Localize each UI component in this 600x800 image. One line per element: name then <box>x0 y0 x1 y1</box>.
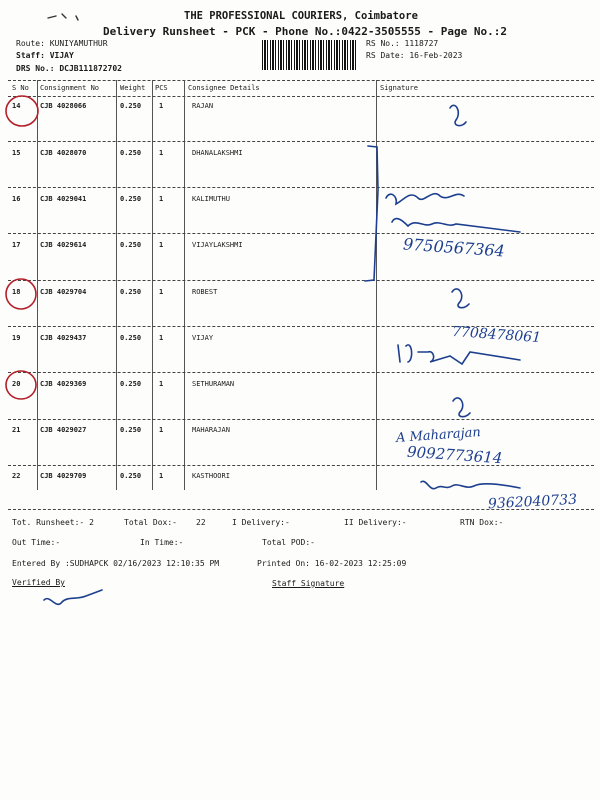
row-pcs: 1 <box>159 426 164 434</box>
handwritten-phone: 9362040733 <box>487 491 578 513</box>
i-delivery: I Delivery:- <box>232 518 290 527</box>
row-consignment: CJB 4029369 <box>40 380 87 388</box>
circle-row-20 <box>6 371 36 399</box>
rtn-dox: RTN Dox:- <box>460 518 504 527</box>
corner-marks <box>48 14 78 20</box>
row-weight: 0.250 <box>120 241 142 249</box>
row-consignee: KASTHOORI <box>192 472 230 480</box>
out-time: Out Time:- <box>12 538 61 547</box>
row-sno: 14 <box>12 102 21 110</box>
circle-row-14 <box>6 96 38 126</box>
row-sno: 20 <box>12 380 21 388</box>
col-header-weight: Weight <box>120 84 146 92</box>
signature-row-20 <box>453 398 470 417</box>
row-consignment: CJB 4028070 <box>40 149 87 157</box>
row-sno: 15 <box>12 149 21 157</box>
row-sno: 16 <box>12 195 21 203</box>
row-consignee: RAJAN <box>192 102 214 110</box>
total-dox-value: 22 <box>196 518 206 527</box>
total-pod: Total POD:- <box>262 538 315 547</box>
route-label: Route: KUNIYAMUTHUR <box>16 39 108 48</box>
row-weight: 0.250 <box>120 195 142 203</box>
row-weight: 0.250 <box>120 102 142 110</box>
blue-ink <box>44 105 520 604</box>
row-consignee: ROBEST <box>192 288 218 296</box>
col-header-signature: Signature <box>380 84 418 92</box>
signature-row-22 <box>421 481 520 488</box>
row-weight: 0.250 <box>120 288 142 296</box>
handwritten-name: A Maharajan <box>395 425 482 446</box>
in-time: In Time:- <box>140 538 184 547</box>
row-weight: 0.250 <box>120 334 142 342</box>
verified-by-signature <box>44 590 102 604</box>
row-sno: 21 <box>12 426 21 434</box>
runsheet-title: Delivery Runsheet - PCK - Phone No.:0422-3505555 - Page No.:2 <box>103 25 507 38</box>
red-circles <box>6 96 38 399</box>
col-header-sno: S No <box>12 84 29 92</box>
signature-row-19 <box>398 345 520 364</box>
signature-row-18 <box>452 289 469 308</box>
printed-on: Printed On: 16-02-2023 12:25:09 <box>257 559 407 568</box>
row-consignment: CJB 4028066 <box>40 102 87 110</box>
entered-by: Entered By :SUDHAPCK 02/16/2023 12:10:35 PM <box>12 559 220 568</box>
staff-label: Staff: VIJAY <box>16 51 74 60</box>
tot-runsheet: Tot. Runsheet:- 2 <box>12 518 94 527</box>
row-pcs: 1 <box>159 241 164 249</box>
drs-number: DRS No.: DCJB111872702 <box>16 64 122 73</box>
signature-row-16 <box>386 194 464 204</box>
row-sno: 22 <box>12 472 21 480</box>
row-weight: 0.250 <box>120 426 142 434</box>
col-header-pcs: PCS <box>155 84 168 92</box>
total-dox-label: Total Dox:- <box>124 518 177 527</box>
row-consignee: KALIMUTHU <box>192 195 230 203</box>
row-consignment: CJB 4029709 <box>40 472 87 480</box>
company-name: THE PROFESSIONAL COURIERS, Coimbatore <box>184 10 418 22</box>
row-consignee: VIJAY <box>192 334 214 342</box>
rs-number: RS No.: 1118727 <box>366 39 439 48</box>
row-consignee: DHANALAKSHMI <box>192 149 243 157</box>
row-sno: 18 <box>12 288 21 296</box>
row-pcs: 1 <box>159 472 164 480</box>
circle-row-18 <box>6 279 36 309</box>
row-pcs: 1 <box>159 334 164 342</box>
col-header-consignment: Consignment No <box>40 84 100 92</box>
handwritten-phone: 9092773614 <box>406 442 503 468</box>
row-pcs: 1 <box>159 288 164 296</box>
row-consignment: CJB 4029437 <box>40 334 87 342</box>
staff-signature-label: Staff Signature <box>272 579 345 588</box>
row-weight: 0.250 <box>120 149 142 157</box>
bracket-mark <box>365 146 378 281</box>
row-weight: 0.250 <box>120 472 142 480</box>
rs-date: RS Date: 16-Feb-2023 <box>366 51 463 60</box>
signature-row-14 <box>450 105 466 125</box>
handwritten-phone: 9750567364 <box>402 234 506 261</box>
row-pcs: 1 <box>159 149 164 157</box>
row-pcs: 1 <box>159 195 164 203</box>
row-sno: 19 <box>12 334 21 342</box>
row-consignee: VIJAYLAKSHMI <box>192 241 243 249</box>
col-header-consignee: Consignee Details <box>188 84 260 92</box>
row-consignment: CJB 4029704 <box>40 288 87 296</box>
handwritten-phone: 7708478061 <box>451 323 542 347</box>
row-consignment: CJB 4029027 <box>40 426 87 434</box>
verified-by: Verified By <box>12 578 65 587</box>
row-consignee: SETHURAMAN <box>192 380 235 388</box>
signature-row-17 <box>392 219 520 232</box>
row-consignment: CJB 4029041 <box>40 195 87 203</box>
ii-delivery: II Delivery:- <box>344 518 407 527</box>
row-pcs: 1 <box>159 102 164 110</box>
row-pcs: 1 <box>159 380 164 388</box>
row-weight: 0.250 <box>120 380 142 388</box>
row-consignment: CJB 4029614 <box>40 241 87 249</box>
row-consignee: MAHARAJAN <box>192 426 230 434</box>
row-sno: 17 <box>12 241 21 249</box>
